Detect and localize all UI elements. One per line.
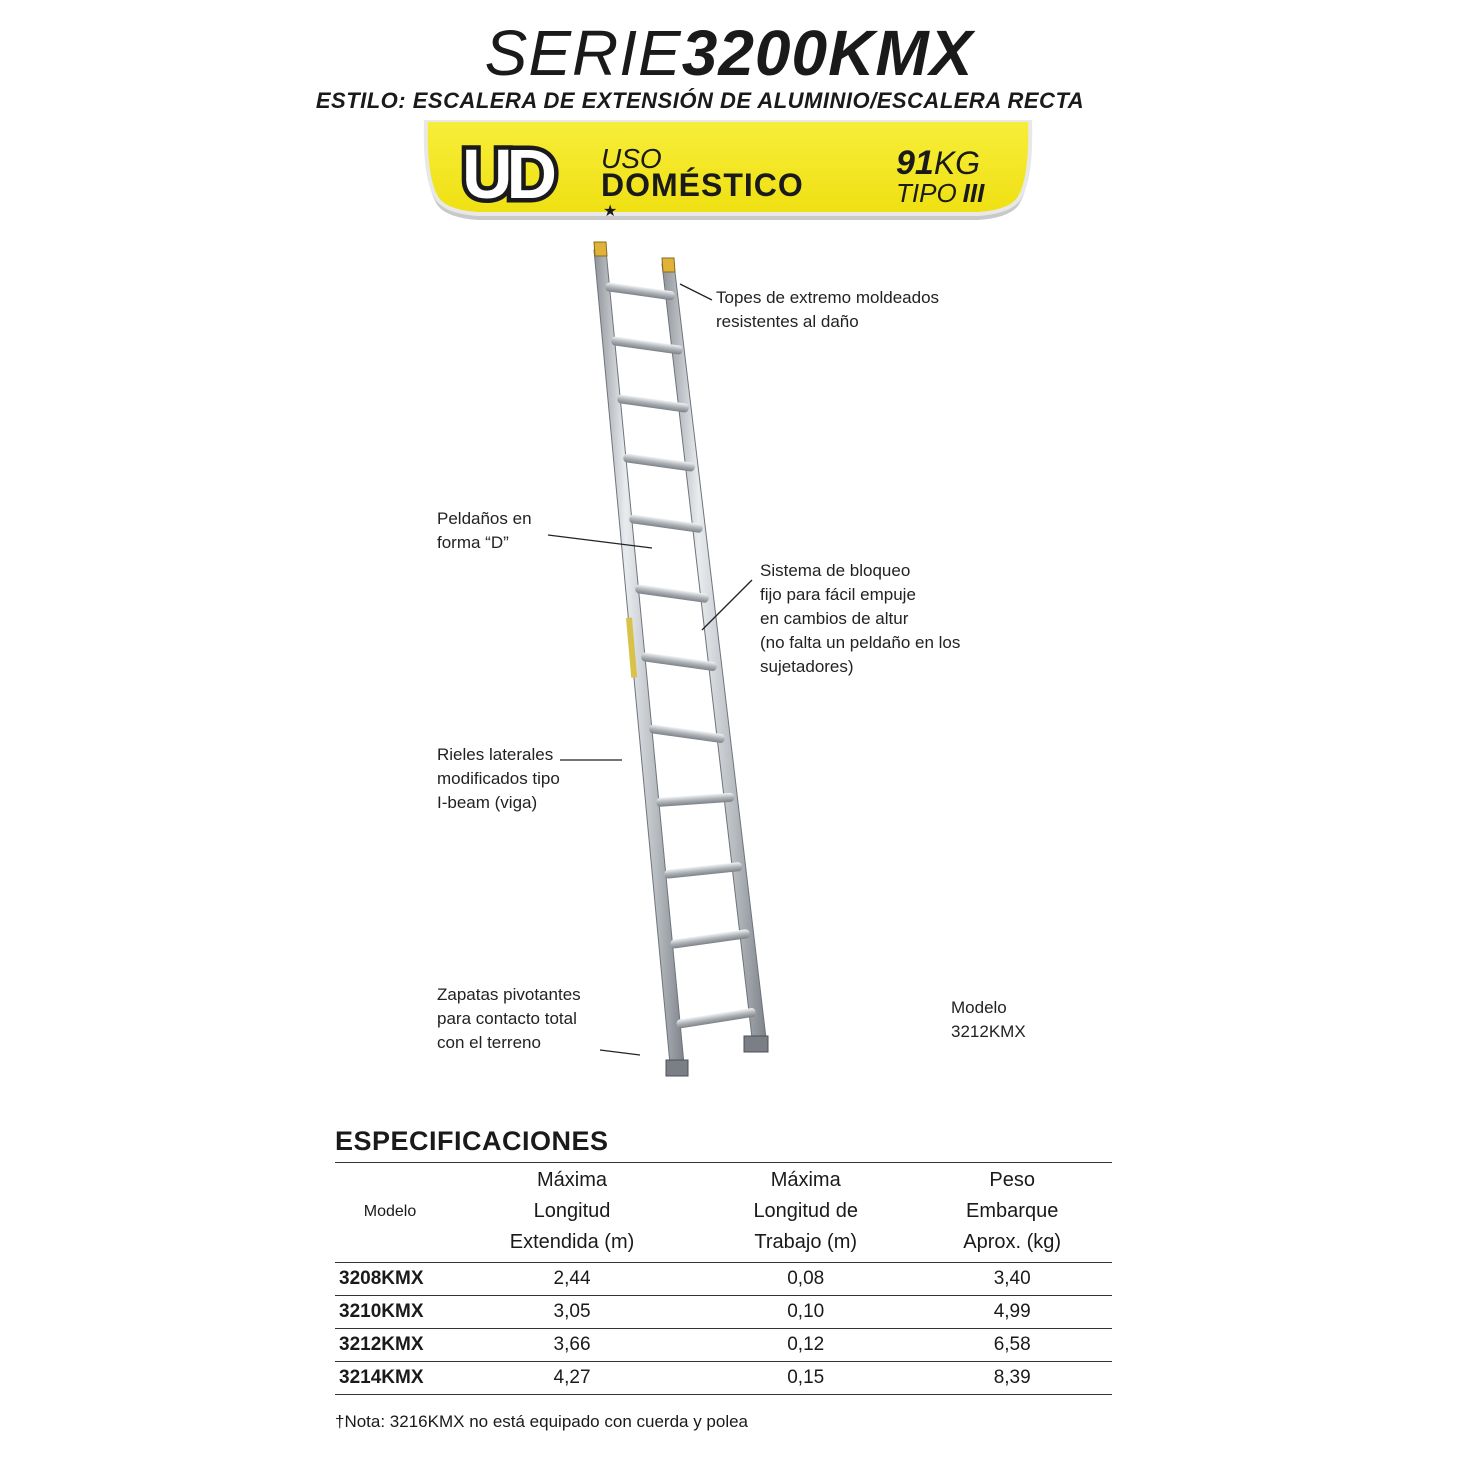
rung (670, 929, 750, 949)
header-max-working-line2: Longitud de (753, 1200, 858, 1222)
table-row (335, 1362, 1112, 1395)
callout-lock-line5: sujetadores) (760, 657, 854, 676)
end-cap-left (594, 242, 607, 256)
end-cap-right (662, 258, 675, 272)
specs-title: ESPECIFICACIONES (335, 1126, 609, 1156)
callout-feet (437, 983, 581, 1055)
footnote: †Nota: 3216KMX no está equipado con cuerda y polea (335, 1412, 749, 1431)
callout-feet-line2: para contacto total (437, 1009, 577, 1028)
cell-extended: 4,27 (445, 1362, 699, 1395)
callout-rails (437, 743, 560, 815)
type-word: TIPO (896, 178, 957, 208)
header-max-extended (445, 1163, 699, 1263)
title-series-code: 3200KMX (681, 17, 974, 89)
use-label-line1: USO (601, 143, 662, 174)
right-rail (662, 264, 766, 1038)
cell-working: 0,12 (699, 1329, 912, 1362)
callout-lock-system (760, 559, 960, 679)
callout-feet-line1: Zapatas pivotantes (437, 985, 581, 1004)
page-title (0, 18, 1458, 88)
cell-extended: 3,05 (445, 1296, 699, 1329)
cell-model: 3208KMX (335, 1263, 445, 1296)
callout-rungs-line1: Peldaños en (437, 509, 532, 528)
callout-end-caps (716, 286, 939, 334)
rung (635, 584, 710, 603)
usage-banner (418, 120, 1038, 224)
page-subtitle: ESTILO: ESCALERA DE EXTENSIÓN DE ALUMINIO/ESCALERA RECTA (315, 88, 1085, 113)
cell-extended: 2,44 (445, 1263, 699, 1296)
table-row (335, 1296, 1112, 1329)
capacity-label (896, 144, 980, 182)
callout-rungs (437, 507, 532, 555)
callout-model (951, 996, 1026, 1044)
callout-rungs-line2: forma “D” (437, 533, 509, 552)
right-foot (744, 1036, 768, 1052)
callout-model-line2: 3212KMX (951, 1022, 1026, 1041)
rung (641, 652, 718, 671)
rung (676, 1007, 756, 1028)
cell-weight: 3,40 (912, 1263, 1112, 1296)
cell-working: 0,08 (699, 1263, 912, 1296)
header-weight (912, 1163, 1112, 1263)
cell-extended: 3,66 (445, 1329, 699, 1362)
callout-rails-line1: Rieles laterales (437, 745, 554, 764)
callout-rails-line3: I-beam (viga) (437, 793, 538, 812)
callout-model-line1: Modelo (951, 998, 1007, 1017)
header-max-extended-line3: Extendida (m) (509, 1231, 635, 1253)
type-label (896, 178, 985, 208)
table-row (335, 1329, 1112, 1362)
type-value: III (962, 178, 985, 208)
header-max-extended-line1: Máxima (537, 1169, 608, 1191)
ud-logo (462, 135, 555, 213)
callout-lock-line3: en cambios de altur (760, 609, 909, 628)
header-max-extended-line2: Longitud (533, 1200, 611, 1222)
header-weight-line1: Peso (989, 1169, 1035, 1191)
cell-model: 3210KMX (335, 1296, 445, 1329)
specs-header-row (335, 1163, 1112, 1263)
specs-table (335, 1162, 1112, 1395)
ladder-illustration (570, 238, 790, 1088)
header-max-working (699, 1163, 912, 1263)
cell-weight: 6,58 (912, 1329, 1112, 1362)
header-model: Modelo (335, 1163, 445, 1263)
table-row (335, 1263, 1112, 1296)
title-series-label: SERIE (484, 17, 682, 89)
cell-working: 0,10 (699, 1296, 912, 1329)
ud-logo-text: UD (462, 135, 552, 213)
header-max-working-line3: Trabajo (m) (754, 1231, 858, 1253)
capacity-number: 91 (896, 144, 934, 182)
callout-end-caps-line2: resistentes al daño (716, 312, 859, 331)
capacity-unit: KG (933, 145, 981, 181)
callout-lock-line4: (no falta un peldaño en los (760, 633, 961, 652)
header-weight-line2: Embarque (966, 1200, 1059, 1222)
callout-feet-line3: con el terreno (437, 1033, 541, 1052)
header-max-working-line1: Máxima (770, 1169, 841, 1191)
cell-model: 3212KMX (335, 1329, 445, 1362)
header-weight-line3: Aprox. (kg) (963, 1231, 1062, 1253)
rung (649, 724, 726, 743)
callout-lock-line2: fijo para fácil empuje (760, 585, 916, 604)
cell-working: 0,15 (699, 1362, 912, 1395)
star-rating: ★ (603, 201, 618, 220)
cell-weight: 4,99 (912, 1296, 1112, 1329)
cell-model: 3214KMX (335, 1362, 445, 1395)
left-foot (666, 1060, 688, 1076)
callout-rails-line2: modificados tipo (437, 769, 560, 788)
use-label-line2: DOMÉSTICO (601, 167, 804, 203)
rung (664, 862, 743, 879)
rung (656, 793, 734, 807)
callout-end-caps-line1: Topes de extremo moldeados (716, 288, 940, 307)
cell-weight: 8,39 (912, 1362, 1112, 1395)
callout-lock-line1: Sistema de bloqueo (760, 561, 911, 580)
